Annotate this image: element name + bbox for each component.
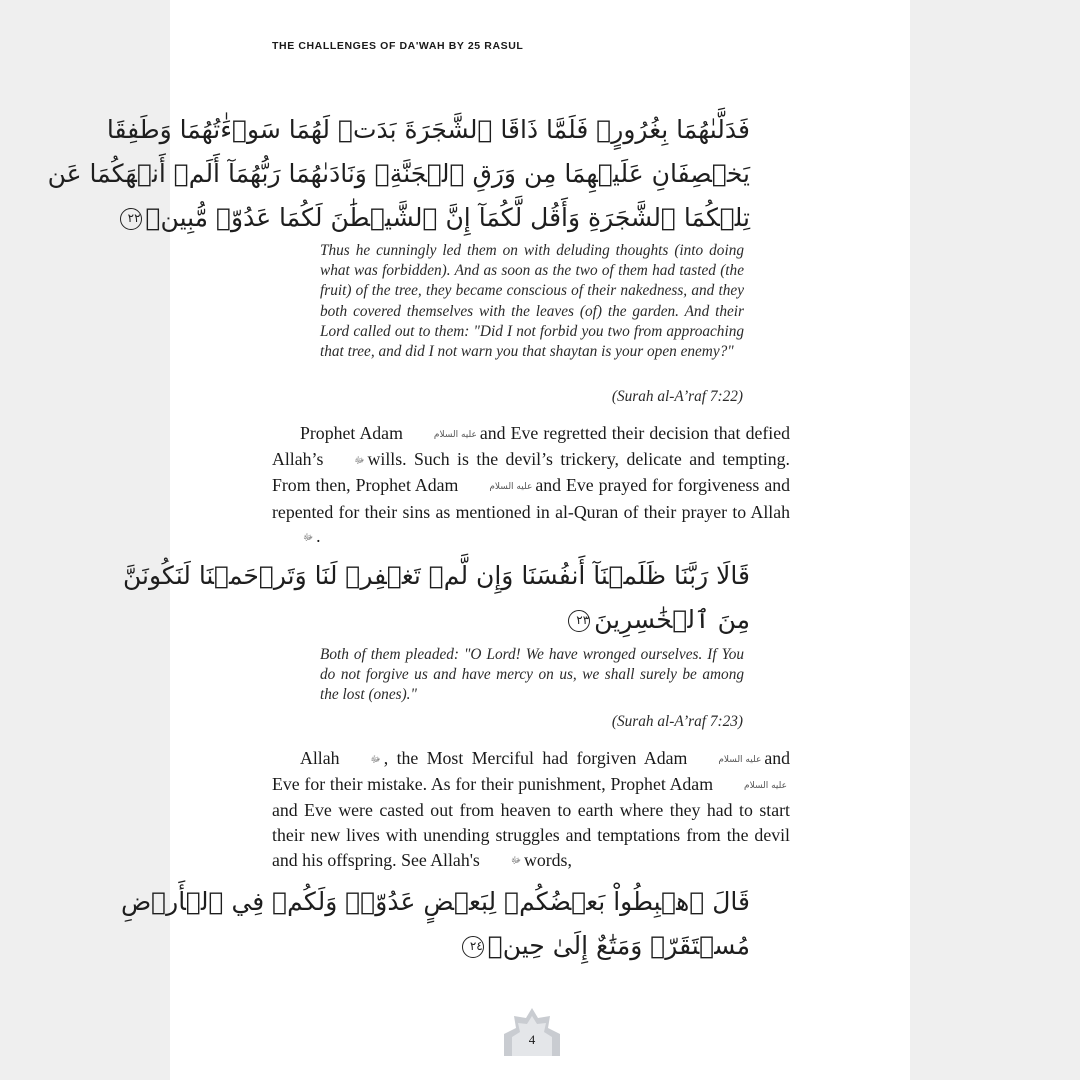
arabic-line: فَدَلَّىٰهُمَا بِغُرُورٍۚ فَلَمَّا ذَاقَا ٱلشَّجَرَةَ بَدَتۡ لَهُمَا سَوۡءَٰتُهُمَا وَطَفِقَا <box>106 115 750 144</box>
ayah-number-marker: ٢٤ <box>462 936 484 958</box>
footer-ornament-icon <box>500 1006 564 1056</box>
honorific-prophet-icon: عليه السلام <box>489 482 533 493</box>
ayah-number-marker: ٢٣ <box>568 610 590 632</box>
arabic-line: قَالَا رَبَّنَا ظَلَمۡنَآ أَنفُسَنَا وَإِن لَّمۡ تَغۡفِرۡ لَنَا وَتَرۡحَمۡنَا لَنَكُونَنَّ <box>123 561 750 590</box>
ayah-number-marker: ٢٢ <box>120 208 142 230</box>
arabic-line: يَخۡصِفَانِ عَلَيۡهِمَا مِن وَرَقِ ٱلۡجَنَّةِۖ وَنَادَىٰهُمَا رَبُّهُمَآ أَلَمۡ أَنۡهَكُمَا عَن <box>47 159 750 188</box>
paragraph-text: and Eve prayed for forgiveness and repented for their sins as mentioned in al-Quran of their prayer to Allah <box>272 475 790 522</box>
running-header: THE CHALLENGES OF DA'WAH BY 25 RASUL <box>272 40 524 52</box>
honorific-prophet-icon: عليه السلام <box>744 780 787 791</box>
verse-22-translation: Thus he cunningly led them on with deluding thoughts (into doing what was forbidden). And as soon as the two of them had tasted (the fruit) of the tree, they became conscious of their nakedness, and they both covered themselves with the leaves (of) the garden. And their Lord called out to them: "Did I not forbid you two from approaching that tree, and did I not warn you that shaytan is your open enemy?" <box>320 242 744 361</box>
arabic-line-text: مُسۡتَقَرّٞ وَمَتَٰعٌ إِلَىٰ حِينٖ <box>487 931 750 960</box>
paragraph-text: wills. Such is the devil’s trickery, delicate and tempting. From then, Prophet Adam <box>272 449 790 496</box>
body-paragraph <box>272 421 790 550</box>
honorific-prophet-icon: عليه السلام <box>433 429 477 440</box>
paragraph-text: , the Most Merciful had forgiven Adam <box>383 748 688 768</box>
arabic-line-text: مِنَ ٱلۡخَٰسِرِينَ <box>594 605 750 634</box>
arabic-line <box>127 196 750 240</box>
arabic-line <box>338 598 750 642</box>
body-paragraph <box>272 746 790 874</box>
arabic-verse-22 <box>47 108 750 240</box>
arabic-verse-24 <box>120 880 750 968</box>
verse-23-reference: (Surah al-A’raf 7:23) <box>611 713 743 730</box>
paragraph-text: and Eve regretted their decision that defied Allah’s <box>272 423 790 470</box>
honorific-allah-icon: ﷻ <box>303 532 314 543</box>
paragraph-text: . <box>316 526 321 547</box>
paragraph-text: Prophet Adam <box>300 423 403 443</box>
paragraph-text: and Eve were casted out from heaven to earth where they had to start their new lives with unending struggles and temptations from the devil and his offspring. See Allah's <box>272 800 790 870</box>
paragraph-text: and Eve for their mistake. As for their punishment, Prophet Adam <box>272 748 790 795</box>
verse-22-reference: (Surah al-A’raf 7:22) <box>611 388 743 405</box>
document-page <box>47 0 910 1080</box>
verse-23-translation: Both of them pleaded: "O Lord! We have wronged ourselves. If You do not forgive us and have mercy on us, we shall surely be among the lost (ones)." <box>320 646 744 704</box>
paragraph-text: words, <box>524 849 572 870</box>
paragraph-text: Allah <box>300 748 340 768</box>
arabic-line-text: تِلۡكُمَا ٱلشَّجَرَةِ وَأَقُل لَّكُمَآ إِنَّ ٱلشَّيۡطَٰنَ لَكُمَا عَدُوّٞ مُّبِينٞ <box>145 203 750 232</box>
arabic-line: قَالَ ٱهۡبِطُواْ بَعۡضُكُمۡ لِبَعۡضٍ عَدُوّٞۖ وَلَكُمۡ فِي ٱلۡأَرۡضِ <box>120 887 750 916</box>
honorific-allah-icon: ﷻ <box>354 455 365 466</box>
honorific-allah-icon: ﷻ <box>510 856 522 867</box>
honorific-prophet-icon: عليه السلام <box>718 754 762 765</box>
page-number: 4 <box>528 1032 536 1047</box>
arabic-verse-23 <box>123 554 750 642</box>
honorific-allah-icon: ﷻ <box>370 754 381 765</box>
arabic-line <box>338 924 750 968</box>
